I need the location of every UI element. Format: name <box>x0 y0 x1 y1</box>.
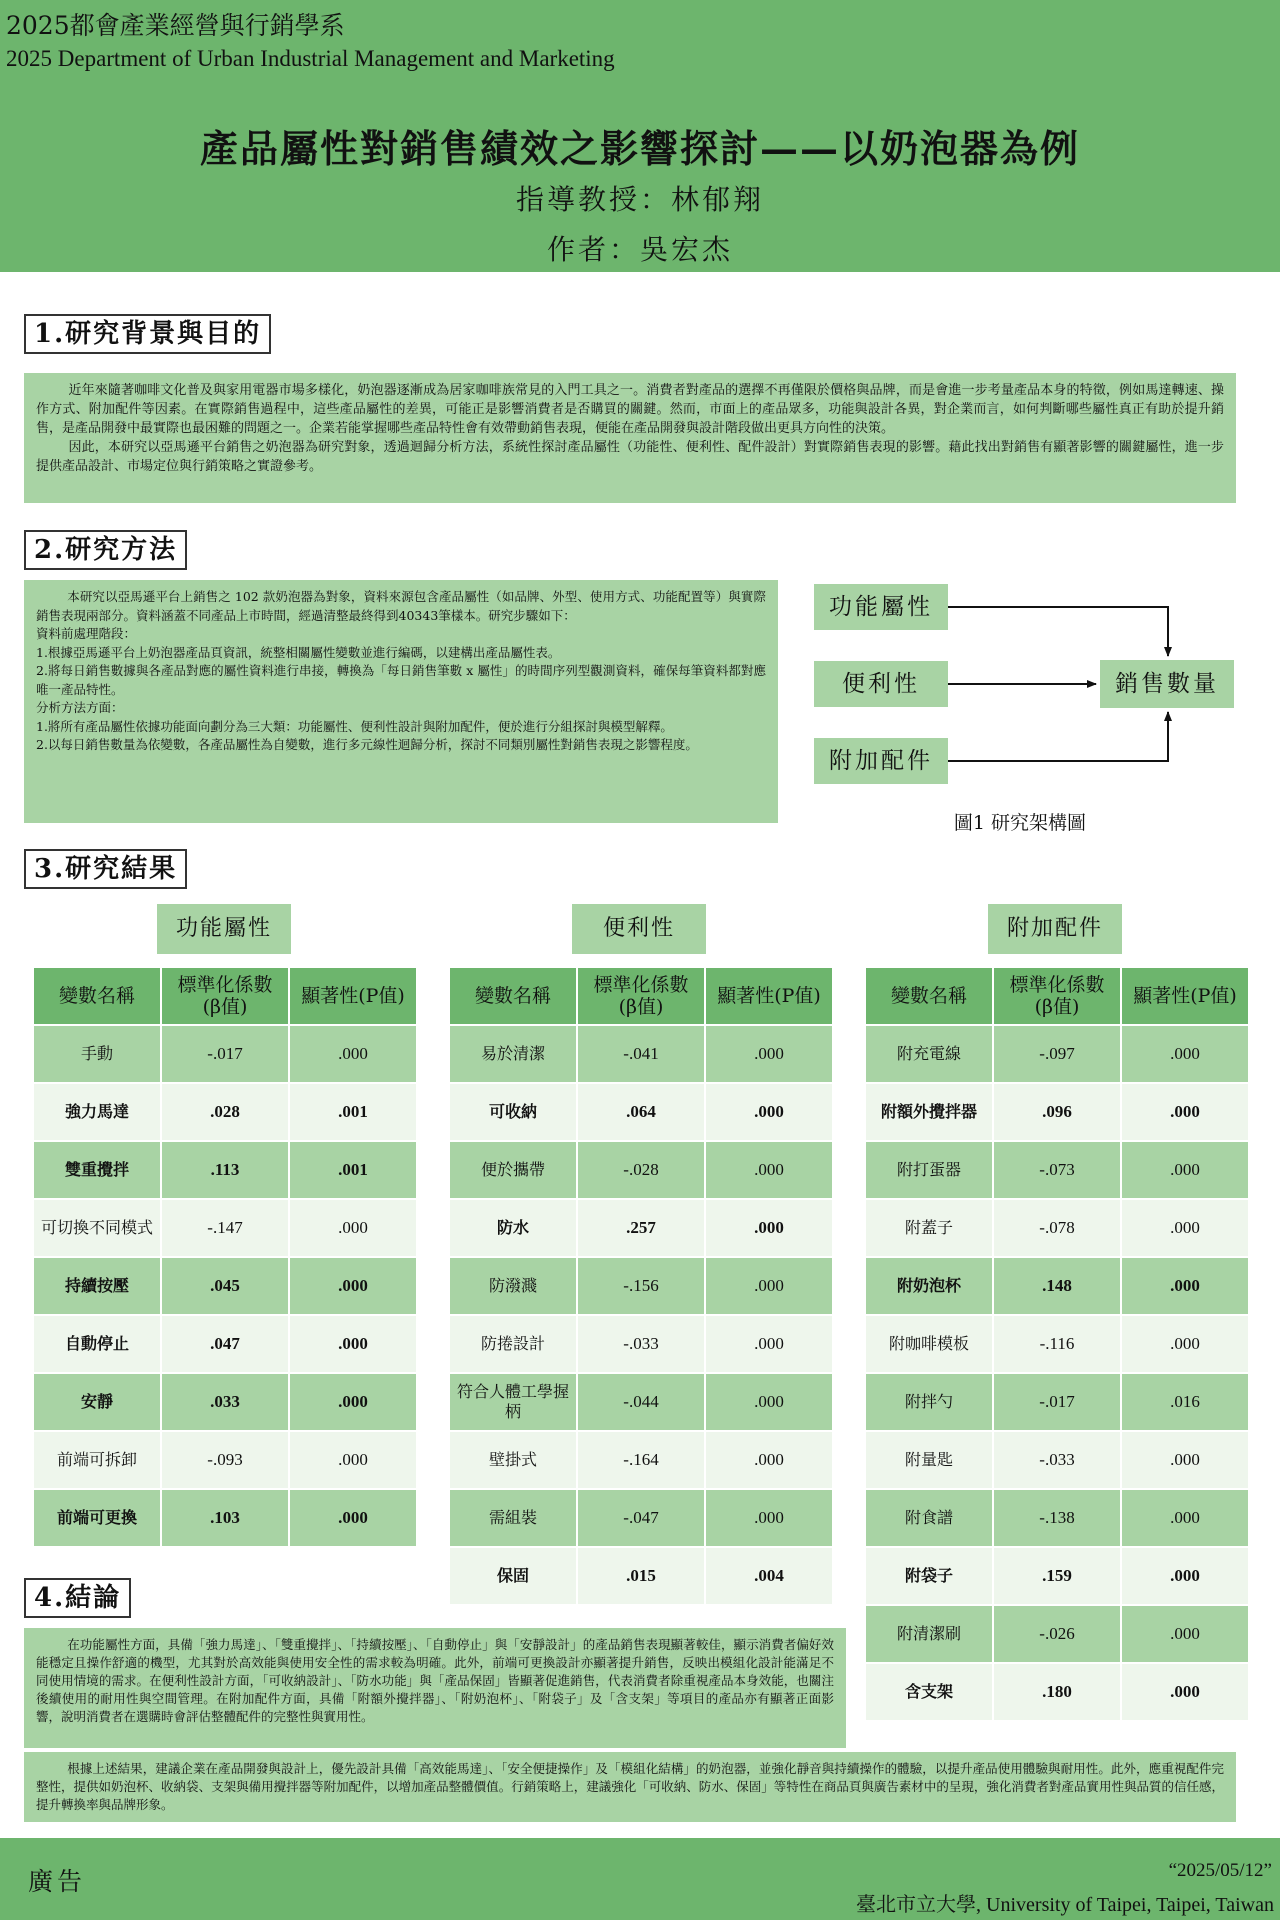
table-row <box>33 1025 417 1083</box>
col-header-p: 顯著性(P值) <box>289 967 417 1025</box>
table-row <box>865 1199 1249 1257</box>
variable-name-cell: 雙重攪拌 <box>33 1141 161 1199</box>
p-value-cell: .000 <box>705 1025 833 1083</box>
conclusion-paragraph-1: 在功能屬性方面，具備「強力馬達」、「雙重攪拌」、「持續按壓」、「自動停止」與「安靜設計」的產品銷售表現顯著較佳，顯示消費者偏好效能穩定且操作舒適的機型，尤其對於高效能與使用安全性的需求較為明確。此外，前端可更換設計亦顯著提升銷售，反映出模組化設計能滿足不同使用情境的需求。在便利性設計方面，「可收納設計」、「防水功能」與「產品保固」皆顯著促進銷售，代表消費者除重視產品本身效能，也關注後續使用的耐用性與空間管理。在附加配件方面，具備「附額外攪拌器」、「附奶泡杯」、「附袋子」及「含支架」等項目的產品亦有顯著正面影響，說明消費者在選購時會評估整體配件的完整性與實用性。 <box>36 1637 834 1724</box>
group-title-convenience: 便利性 <box>572 904 706 954</box>
col-header-beta: 標準化係數 (β值) <box>161 967 289 1025</box>
beta-value-cell: -.147 <box>161 1199 289 1257</box>
conclusion-text-box-2 <box>24 1752 1236 1822</box>
beta-value-cell: -.017 <box>161 1025 289 1083</box>
framework-node-convenience: 便利性 <box>814 661 948 707</box>
section-heading-method: 2.研究方法 <box>24 530 187 570</box>
p-value-cell: .000 <box>1121 1083 1249 1141</box>
variable-name-cell: 強力馬達 <box>33 1083 161 1141</box>
table-row <box>33 1373 417 1431</box>
variable-name-cell: 附拌勺 <box>865 1373 993 1431</box>
university-name: 臺北市立大學, University of Taipei, Taipei, Taiwan <box>856 1894 1274 1916</box>
beta-value-cell: -.073 <box>993 1141 1121 1199</box>
variable-name-cell: 附打蛋器 <box>865 1141 993 1199</box>
table-row <box>449 1025 833 1083</box>
table-row <box>449 1315 833 1373</box>
beta-value-cell: .159 <box>993 1547 1121 1605</box>
poster-title: 產品屬性對銷售績效之影響探討——以奶泡器為例 <box>199 126 1080 171</box>
variable-name-cell: 持續按壓 <box>33 1257 161 1315</box>
p-value-cell: .000 <box>1121 1315 1249 1373</box>
framework-node-function: 功能屬性 <box>814 584 948 630</box>
p-value-cell: .000 <box>289 1025 417 1083</box>
beta-value-cell: .047 <box>161 1315 289 1373</box>
poster-date: “2025/05/12” <box>1168 1860 1272 1881</box>
results-table-convenience <box>448 966 834 1606</box>
beta-value-cell: .033 <box>161 1373 289 1431</box>
variable-name-cell: 符合人體工學握柄 <box>449 1373 577 1431</box>
p-value-cell: .000 <box>289 1373 417 1431</box>
table-row <box>449 1141 833 1199</box>
background-paragraph-2: 因此，本研究以亞馬遜平台銷售之奶泡器為研究對象，透過迴歸分析方法，系統性探討產品屬性（功能性、便利性、配件設計）對實際銷售表現的影響。藉此找出對銷售有顯著影響的關鍵屬性，進一步提供產品設計、市場定位與行銷策略之實證參考。 <box>36 440 1224 474</box>
variable-name-cell: 附額外攪拌器 <box>865 1083 993 1141</box>
method-analysis-step-2: 2.以每日銷售數量為依變數，各產品屬性為自變數，進行多元線性迴歸分析，探討不同類別屬性對銷售表現之影響程度。 <box>36 737 698 752</box>
beta-value-cell: -.156 <box>577 1257 705 1315</box>
p-value-cell: .000 <box>1121 1141 1249 1199</box>
p-value-cell: .000 <box>1121 1025 1249 1083</box>
author-line: 作者：吳宏杰 <box>546 233 733 266</box>
beta-value-cell: -.097 <box>993 1025 1121 1083</box>
variable-name-cell: 便於攜帶 <box>449 1141 577 1199</box>
variable-name-cell: 自動停止 <box>33 1315 161 1373</box>
table-row <box>865 1257 1249 1315</box>
method-preprocess-title: 資料前處理階段： <box>36 626 137 641</box>
p-value-cell: .000 <box>705 1431 833 1489</box>
beta-value-cell: -.078 <box>993 1199 1121 1257</box>
results-table-function <box>32 966 418 1548</box>
group-title-accessories: 附加配件 <box>988 904 1122 954</box>
variable-name-cell: 附咖啡模板 <box>865 1315 993 1373</box>
table-row <box>865 1315 1249 1373</box>
table-row <box>33 1315 417 1373</box>
beta-value-cell: .045 <box>161 1257 289 1315</box>
p-value-cell: .004 <box>705 1547 833 1605</box>
p-value-cell: .000 <box>1121 1431 1249 1489</box>
p-value-cell: .000 <box>1121 1663 1249 1721</box>
beta-value-cell: -.047 <box>577 1489 705 1547</box>
table-row <box>449 1083 833 1141</box>
advertisement-label: 廣告 <box>28 1867 87 1896</box>
table-row <box>865 1605 1249 1663</box>
group-title-function: 功能屬性 <box>157 904 291 954</box>
table-row <box>33 1199 417 1257</box>
p-value-cell: .000 <box>705 1315 833 1373</box>
p-value-cell: .000 <box>705 1083 833 1141</box>
method-preprocess-step-1: 1.根據亞馬遜平台上奶泡器產品頁資訊，統整相關屬性變數並進行編碼，以建構出產品屬性表。 <box>36 644 561 660</box>
beta-value-cell: -.033 <box>577 1315 705 1373</box>
beta-value-cell: -.041 <box>577 1025 705 1083</box>
beta-value-cell: .028 <box>161 1083 289 1141</box>
results-table-accessories <box>864 966 1250 1722</box>
table-row <box>865 1025 1249 1083</box>
variable-name-cell: 手動 <box>33 1025 161 1083</box>
method-intro: 本研究以亞馬遜平台上銷售之 102 款奶泡器為對象，資料來源包含產品屬性（如品牌、外型、使用方式、功能配置等）與實際銷售表現兩部分。資料涵蓋不同產品上市時間，經過清整最終得到40343筆樣本。研究步驟如下： <box>36 589 766 623</box>
variable-name-cell: 防潑濺 <box>449 1257 577 1315</box>
beta-value-cell: -.028 <box>577 1141 705 1199</box>
col-header-beta: 標準化係數 (β值) <box>577 967 705 1025</box>
table-row <box>449 1431 833 1489</box>
beta-value-cell: .064 <box>577 1083 705 1141</box>
p-value-cell: .000 <box>1121 1199 1249 1257</box>
conclusion-paragraph-2: 根據上述結果，建議企業在產品開發與設計上，優先設計具備「高效能馬達」、「安全便捷操作」及「模組化結構」的奶泡器，並強化靜音與持續操作的體驗，以提升產品使用體驗與耐用性。此外，應重視配件完整性，提供如奶泡杯、收納袋、支架與備用攪拌器等附加配件，以增加產品整體價值。行銷策略上，建議強化「可收納、防水、保固」等特性在商品頁與廣告素材中的呈現，強化消費者對產品實用性與品質的信任感，提升轉換率與品牌形象。 <box>36 1761 1224 1812</box>
beta-value-cell: .257 <box>577 1199 705 1257</box>
section-heading-results: 3.研究結果 <box>24 849 187 889</box>
beta-value-cell: -.116 <box>993 1315 1121 1373</box>
beta-value-cell: .015 <box>577 1547 705 1605</box>
col-header-variable: 變數名稱 <box>449 967 577 1025</box>
table-row <box>33 1431 417 1489</box>
table-row <box>449 1489 833 1547</box>
col-header-beta: 標準化係數 (β值) <box>993 967 1121 1025</box>
table-row <box>33 1141 417 1199</box>
variable-name-cell: 附袋子 <box>865 1547 993 1605</box>
figure-caption: 圖1 研究架構圖 <box>953 812 1087 834</box>
beta-value-cell: -.044 <box>577 1373 705 1431</box>
variable-name-cell: 可切換不同模式 <box>33 1199 161 1257</box>
col-header-p: 顯著性(P值) <box>705 967 833 1025</box>
table-row <box>865 1663 1249 1721</box>
beta-value-cell: -.138 <box>993 1489 1121 1547</box>
p-value-cell: .000 <box>705 1257 833 1315</box>
beta-value-cell: -.017 <box>993 1373 1121 1431</box>
variable-name-cell: 前端可拆卸 <box>33 1431 161 1489</box>
variable-name-cell: 附量匙 <box>865 1431 993 1489</box>
variable-name-cell: 壁掛式 <box>449 1431 577 1489</box>
p-value-cell: .000 <box>1121 1257 1249 1315</box>
table-row <box>33 1489 417 1547</box>
p-value-cell: .001 <box>289 1083 417 1141</box>
beta-value-cell: .103 <box>161 1489 289 1547</box>
variable-name-cell: 需組裝 <box>449 1489 577 1547</box>
beta-value-cell: .148 <box>993 1257 1121 1315</box>
p-value-cell: .000 <box>289 1489 417 1547</box>
p-value-cell: .000 <box>289 1431 417 1489</box>
department-name-zh: 2025都會產業經營與行銷學系 <box>6 11 345 40</box>
method-preprocess-step-2: 2.將每日銷售數據與各產品對應的屬性資料進行串接，轉換為「每日銷售筆數 x 屬性」的時間序列型觀測資料，確保每筆資料都對應唯一產品特性。 <box>36 663 766 697</box>
variable-name-cell: 附奶泡杯 <box>865 1257 993 1315</box>
table-row <box>33 1257 417 1315</box>
table-row <box>449 1199 833 1257</box>
beta-value-cell: -.026 <box>993 1605 1121 1663</box>
variable-name-cell: 易於清潔 <box>449 1025 577 1083</box>
variable-name-cell: 防水 <box>449 1199 577 1257</box>
table-row <box>865 1547 1249 1605</box>
method-analysis-title: 分析方法方面： <box>36 700 124 715</box>
p-value-cell: .000 <box>289 1315 417 1373</box>
table-row <box>449 1373 833 1431</box>
beta-value-cell: -.093 <box>161 1431 289 1489</box>
table-row <box>865 1141 1249 1199</box>
framework-node-sales: 銷售數量 <box>1100 660 1234 708</box>
variable-name-cell: 附食譜 <box>865 1489 993 1547</box>
table-row <box>449 1547 833 1605</box>
beta-value-cell: .096 <box>993 1083 1121 1141</box>
beta-value-cell: -.164 <box>577 1431 705 1489</box>
table-row <box>865 1489 1249 1547</box>
table-row <box>865 1083 1249 1141</box>
background-paragraph-1: 近年來隨著咖啡文化普及與家用電器市場多樣化，奶泡器逐漸成為居家咖啡族常見的入門工具之一。消費者對產品的選擇不再僅限於價格與品牌，而是會進一步考量產品本身的特徵，例如馬達轉速、操作方式、附加配件等因素。在實際銷售過程中，這些產品屬性的差異，可能正是影響消費者是否購買的關鍵。然而，市面上的產品眾多，功能與設計各異，對企業而言，如何判斷哪些屬性真正有助於提升銷售，是產品開發中最實際也最困難的問題之一。企業若能掌握哪些產品特性會有效帶動銷售表現，便能在產品開發與設計階段做出更具方向性的決策。 <box>36 383 1224 436</box>
col-header-p: 顯著性(P值) <box>1121 967 1249 1025</box>
col-header-variable: 變數名稱 <box>33 967 161 1025</box>
variable-name-cell: 附蓋子 <box>865 1199 993 1257</box>
section-heading-conclusion: 4.結論 <box>24 1578 131 1618</box>
p-value-cell: .000 <box>289 1257 417 1315</box>
method-analysis-step-1: 1.將所有產品屬性依據功能面向劃分為三大類：功能屬性、便利性設計與附加配件，便於進行分組探討與模型解釋。 <box>36 718 673 734</box>
table-row <box>33 1083 417 1141</box>
p-value-cell: .000 <box>705 1141 833 1199</box>
p-value-cell: .016 <box>1121 1373 1249 1431</box>
framework-node-accessories: 附加配件 <box>814 738 948 784</box>
p-value-cell: .000 <box>705 1199 833 1257</box>
variable-name-cell: 前端可更換 <box>33 1489 161 1547</box>
p-value-cell: .000 <box>1121 1547 1249 1605</box>
col-header-variable: 變數名稱 <box>865 967 993 1025</box>
beta-value-cell: .180 <box>993 1663 1121 1721</box>
variable-name-cell: 保固 <box>449 1547 577 1605</box>
p-value-cell: .000 <box>289 1199 417 1257</box>
variable-name-cell: 附充電線 <box>865 1025 993 1083</box>
p-value-cell: .000 <box>1121 1489 1249 1547</box>
variable-name-cell: 含支架 <box>865 1663 993 1721</box>
variable-name-cell: 可收納 <box>449 1083 577 1141</box>
p-value-cell: .000 <box>705 1489 833 1547</box>
poster-footer <box>0 1838 1280 1920</box>
variable-name-cell: 安靜 <box>33 1373 161 1431</box>
advisor-line: 指導教授：林郁翔 <box>515 183 764 216</box>
conclusion-text-box-1 <box>24 1628 846 1748</box>
p-value-cell: .000 <box>705 1373 833 1431</box>
p-value-cell: .000 <box>1121 1605 1249 1663</box>
p-value-cell: .001 <box>289 1141 417 1199</box>
variable-name-cell: 防捲設計 <box>449 1315 577 1373</box>
table-row <box>865 1431 1249 1489</box>
beta-value-cell: .113 <box>161 1141 289 1199</box>
beta-value-cell: -.033 <box>993 1431 1121 1489</box>
section-heading-background: 1.研究背景與目的 <box>24 314 271 354</box>
variable-name-cell: 附清潔刷 <box>865 1605 993 1663</box>
department-name-en: 2025 Department of Urban Industrial Management and Marketing <box>6 46 615 71</box>
table-row <box>449 1257 833 1315</box>
table-row <box>865 1373 1249 1431</box>
